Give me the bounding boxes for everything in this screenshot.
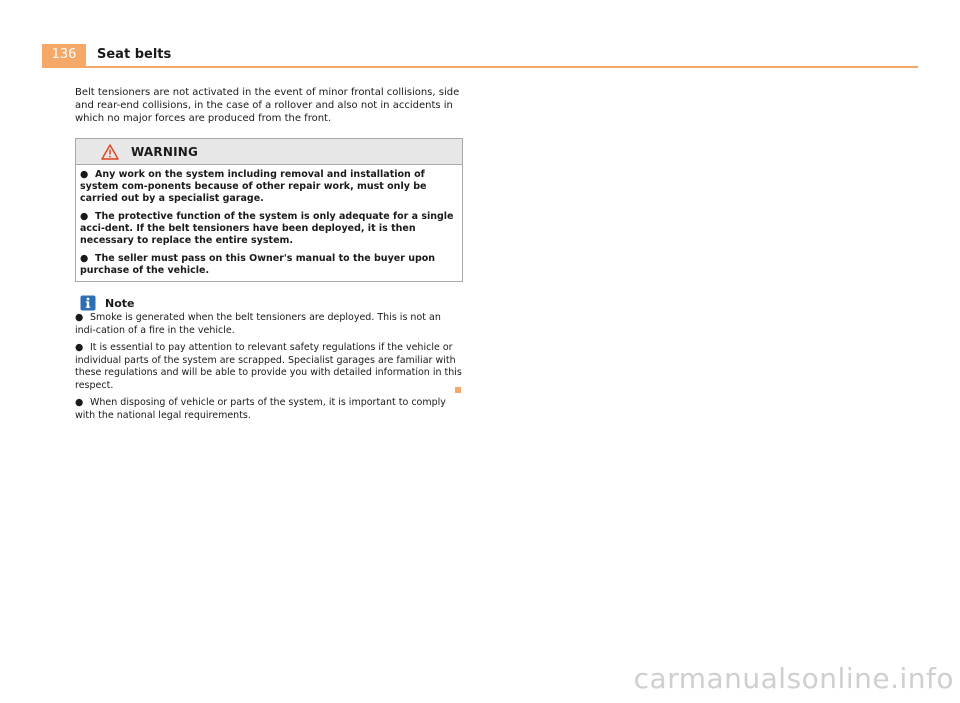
warning-box [75, 138, 463, 282]
warning-triangle-icon [101, 144, 119, 160]
main-content [75, 86, 463, 427]
note-item [75, 342, 463, 392]
note-item [75, 397, 463, 422]
header-divider [42, 66, 918, 68]
warning-header [76, 139, 462, 165]
note-item-text: It is essential to pay attention to relevant safety regulations if the vehicle or individual parts of the system are scrapped. Specialist garages are familiar with these regulations and will be able to provide you with detailed information in this respect. [75, 342, 462, 391]
bullet: ● [75, 312, 84, 323]
note-item [75, 312, 463, 337]
bullet: ● [75, 342, 84, 353]
bullet: ● [80, 211, 89, 222]
warning-item [80, 169, 458, 205]
page-header [42, 44, 918, 66]
note-title: Note [105, 296, 135, 310]
page-title: Seat belts [97, 47, 172, 62]
note-item-text: Smoke is generated when the belt tensioners are deployed. This is not an indi-cation of a fire in the vehicle. [75, 312, 441, 336]
bullet: ● [75, 397, 84, 408]
warning-item [80, 211, 458, 247]
intro-paragraph: Belt tensioners are not activated in the event of minor frontal collisions, side and rear-end collisions, in the case of a rollover and also not in accidents in which no major forces are produced from the front. [75, 87, 460, 124]
note-item-text: When disposing of vehicle or parts of the system, it is important to comply with the national legal requirements. [75, 397, 446, 421]
page-number: 136 [42, 44, 86, 66]
warning-item [80, 253, 458, 277]
bullet: ● [80, 169, 89, 180]
warning-item-text: The seller must pass on this Owner's manual to the buyer upon purchase of the vehicle. [80, 253, 436, 276]
note-header [75, 294, 463, 312]
watermark: carmanualsonline.info [633, 662, 954, 695]
info-icon [80, 295, 96, 311]
warning-body [76, 165, 462, 281]
warning-title: WARNING [131, 144, 199, 159]
section-end-marker [455, 387, 461, 393]
warning-item-text: Any work on the system including removal and installation of system com-ponents because of other repair work, must only be carried out by a specialist garage. [80, 169, 427, 204]
warning-item-text: The protective function of the system is only adequate for a single acci-dent. If the belt tensioners have been deployed, it is then necessary to replace the entire system. [80, 211, 454, 246]
bullet: ● [80, 253, 89, 264]
